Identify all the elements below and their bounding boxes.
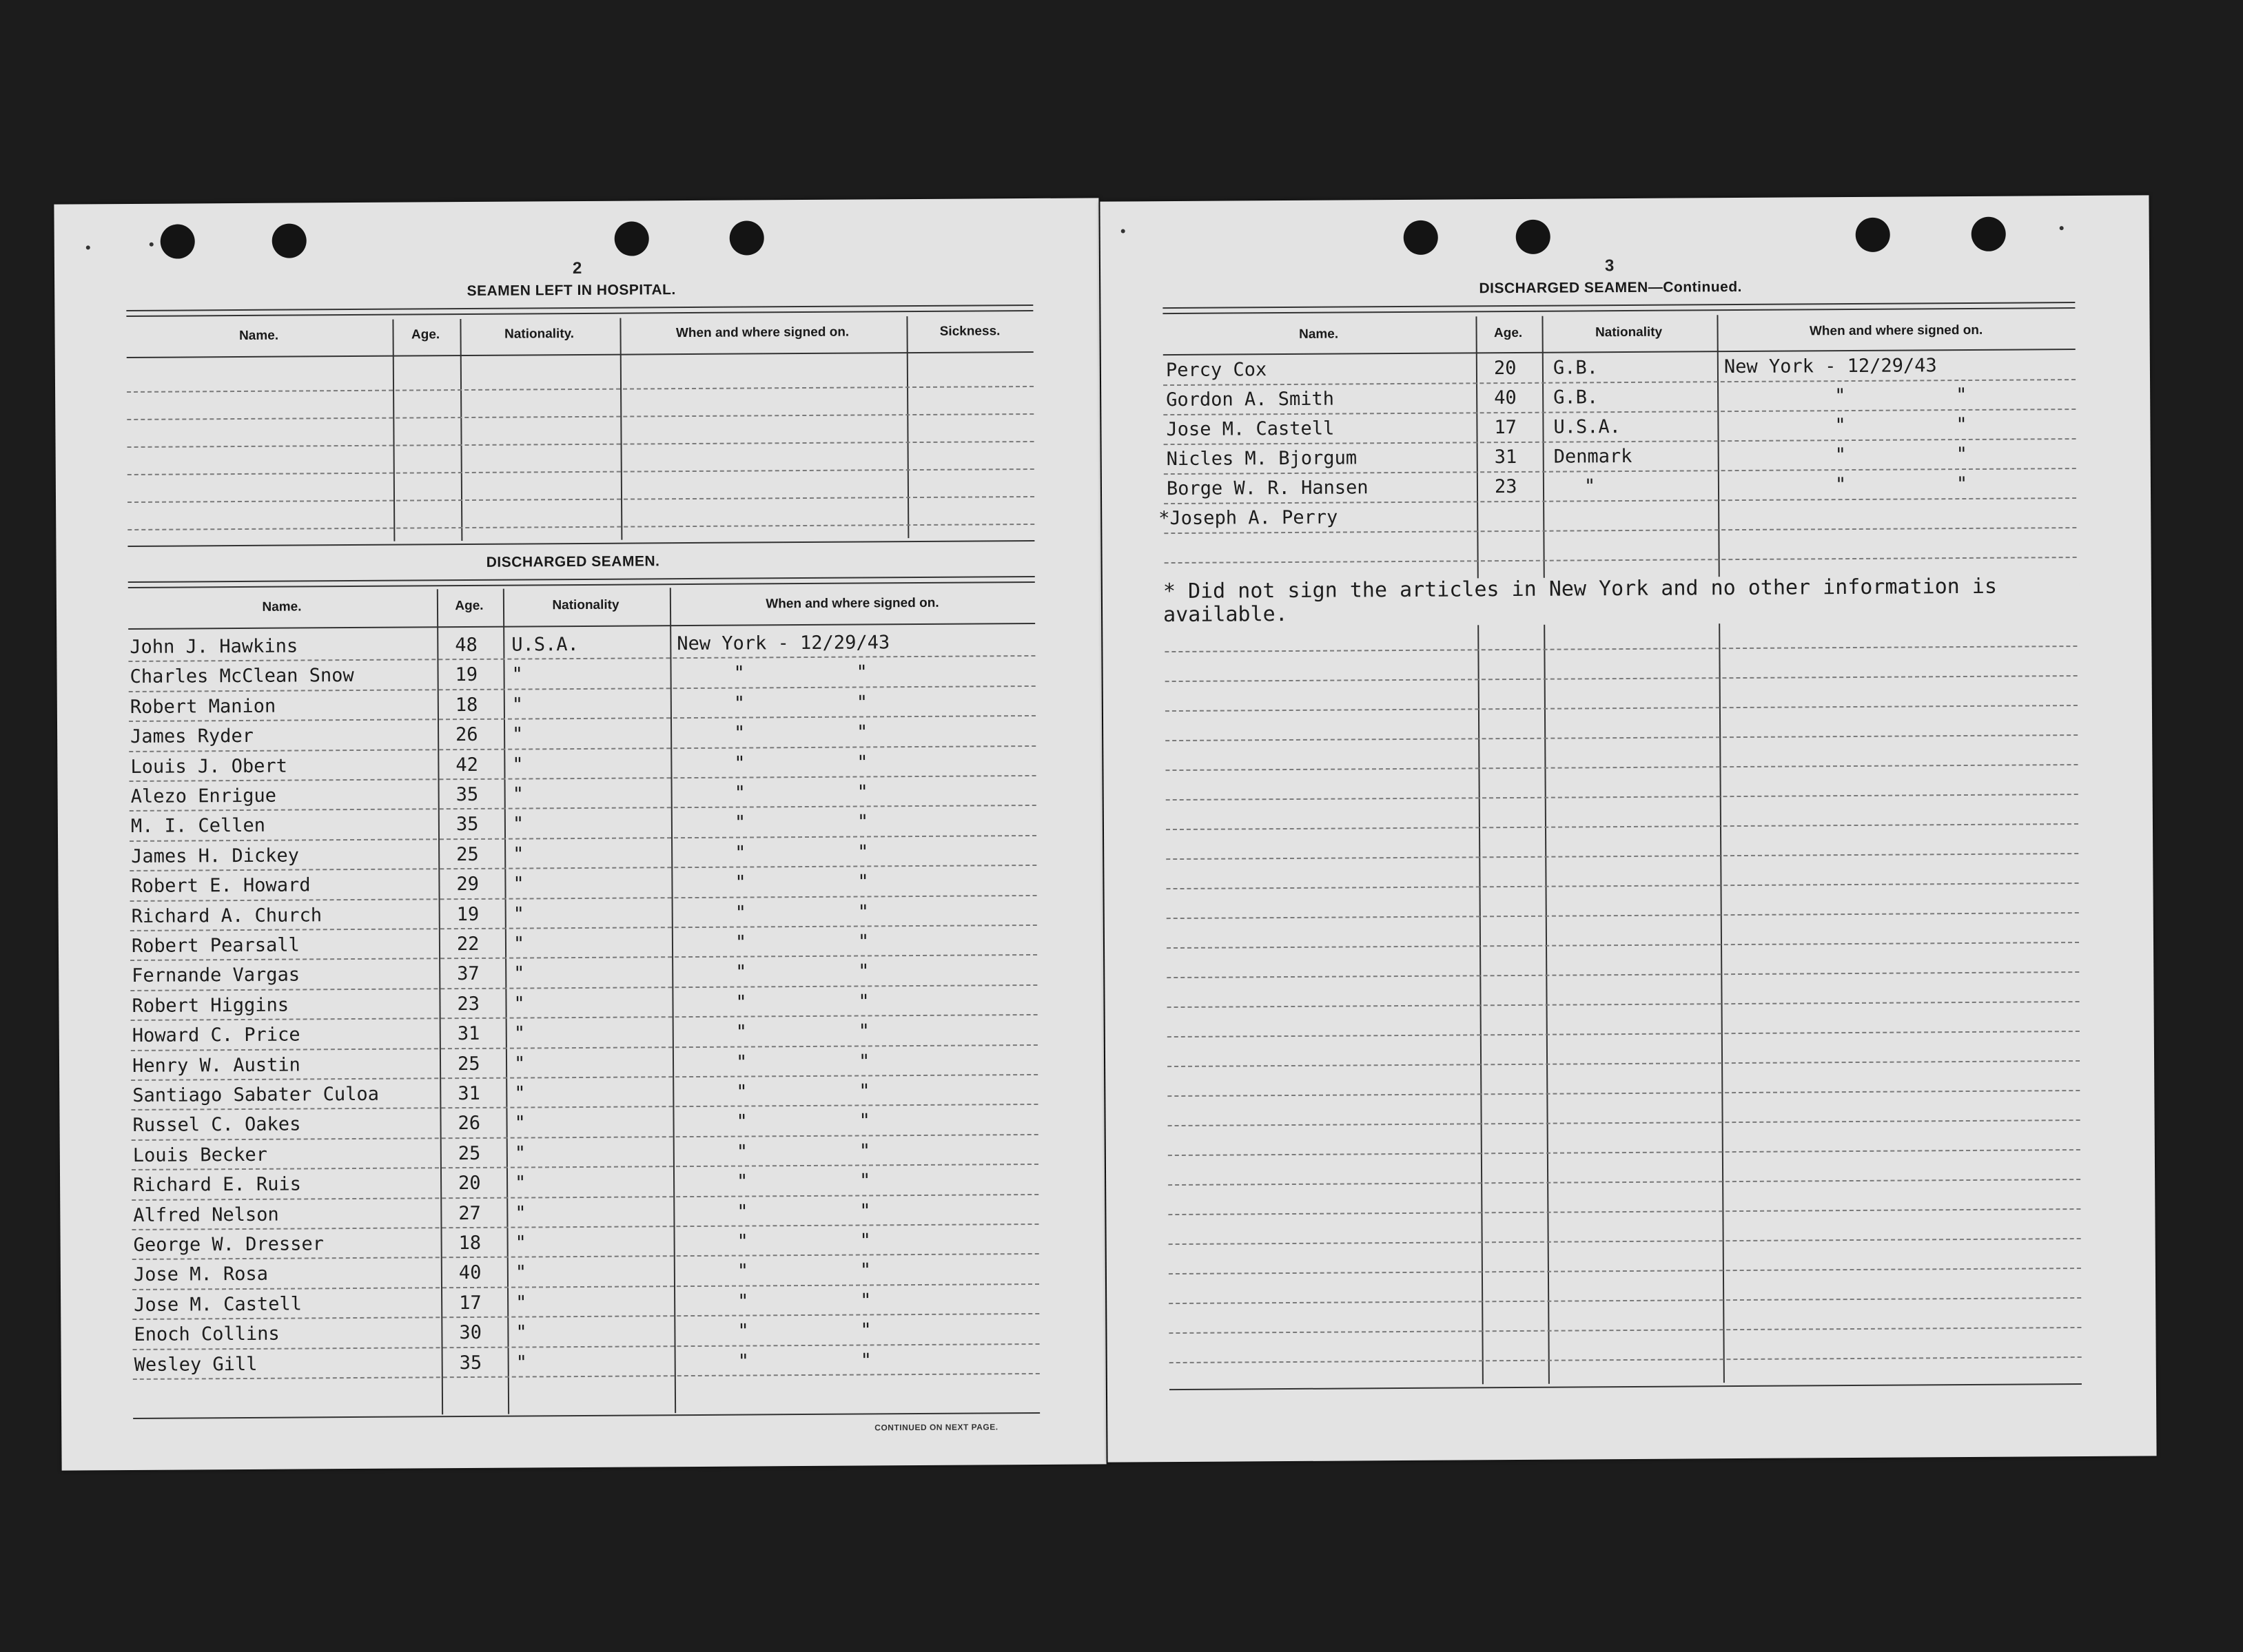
seaman-name: Louis J. Obert	[130, 755, 288, 778]
seaman-nationality: "	[511, 663, 523, 685]
seaman-signed-on-ditto: "	[737, 1260, 749, 1283]
seaman-age: 35	[455, 783, 479, 806]
punch-hole	[272, 223, 307, 258]
seaman-age: 31	[457, 1023, 480, 1045]
seaman-name: Richard A. Church	[131, 904, 322, 927]
row-divider	[1165, 646, 2077, 652]
col-header-when-where: When and where signed on.	[766, 595, 939, 612]
seaman-age: 17	[459, 1292, 482, 1314]
seaman-signed-where-ditto: "	[856, 692, 868, 714]
seaman-nationality: "	[515, 1202, 526, 1224]
punch-hole	[1856, 218, 1890, 252]
seaman-nationality: "	[514, 1142, 526, 1164]
discharged-continued-title: DISCHARGED SEAMEN—Continued.	[1479, 278, 1743, 297]
seaman-nationality: "	[513, 993, 525, 1015]
seaman-signed-on-ditto: "	[734, 722, 746, 744]
seaman-signed-where-ditto: "	[859, 1080, 870, 1102]
row-divider	[1168, 1149, 2080, 1156]
col-header-when-where: When and where signed on.	[1809, 322, 1983, 339]
seaman-age: 18	[455, 694, 478, 716]
col-header-when-where: When and where signed on.	[675, 324, 850, 341]
page-number: 3	[1604, 256, 1615, 276]
seaman-signed-on-ditto: "	[737, 1230, 748, 1252]
seaman-signed-on-ditto: "	[735, 991, 747, 1013]
seaman-nationality: "	[514, 1172, 526, 1194]
continued-footer: CONTINUED ON NEXT PAGE.	[874, 1422, 998, 1433]
seaman-nationality: "	[515, 1232, 526, 1254]
seaman-signed-on-ditto: "	[735, 871, 746, 894]
seaman-name: Robert Pearsall	[131, 934, 300, 957]
seaman-signed-where-ditto: "	[859, 1110, 870, 1132]
col-header-name: Name.	[238, 328, 279, 344]
col-header-sickness: Sickness.	[939, 324, 1001, 339]
seaman-age: 19	[456, 903, 480, 925]
seaman-signed-on-ditto: "	[737, 1350, 750, 1372]
seaman-age: 23	[1494, 475, 1517, 498]
seaman-age: 20	[1493, 357, 1517, 380]
row-divider	[1169, 1268, 2081, 1274]
seaman-nationality: "	[514, 1112, 526, 1134]
seaman-nationality: "	[513, 962, 525, 984]
seaman-signed-where-ditto: "	[859, 1259, 872, 1281]
row-divider	[1167, 1031, 2080, 1037]
seaman-signed-where-ditto: "	[857, 841, 869, 863]
seaman-name: Russel C. Oakes	[132, 1113, 301, 1137]
seaman-age: 30	[459, 1322, 482, 1344]
seaman-signed-on-ditto: "	[1834, 415, 1846, 437]
seaman-name: James H. Dickey	[131, 845, 300, 867]
seaman-name: Robert E. Howard	[131, 874, 311, 898]
seaman-nationality: G.B.	[1553, 357, 1599, 379]
seaman-nationality: "	[513, 843, 524, 865]
seaman-name: M. I. Cellen	[130, 815, 266, 838]
row-divider	[1167, 882, 2079, 889]
seaman-age: 26	[455, 724, 478, 746]
seaman-name: James Ryder	[130, 725, 254, 748]
row-divider	[1167, 942, 2079, 949]
col-header-name: Name.	[1299, 327, 1339, 342]
row-divider	[1169, 1327, 2081, 1334]
row-divider	[1167, 971, 2079, 978]
seaman-name: George W. Dresser	[133, 1233, 325, 1256]
row-divider	[1165, 764, 2078, 771]
seaman-name: Alezo Enrigue	[130, 785, 277, 807]
seaman-signed-where-ditto: "	[859, 1200, 871, 1222]
row-divider	[130, 835, 1036, 842]
row-divider	[1166, 823, 2078, 830]
row-divider	[133, 1373, 1040, 1380]
seaman-signed-on: New York - 12/29/43	[677, 632, 890, 655]
seaman-signed-where-ditto: "	[859, 1230, 871, 1252]
seaman-signed-where-ditto: "	[857, 721, 868, 743]
seaman-name: Borge W. R. Hansen	[1166, 477, 1369, 500]
seaman-signed-on-ditto: "	[1834, 474, 1847, 496]
seaman-signed-on-ditto: "	[737, 1320, 749, 1342]
seaman-name: Robert Manion	[130, 695, 276, 718]
seaman-age: 26	[458, 1113, 481, 1135]
seaman-nationality: "	[513, 1022, 526, 1044]
seaman-signed-where-ditto: "	[857, 811, 869, 833]
seaman-signed-on-ditto: "	[735, 1051, 748, 1073]
seaman-name: Enoch Collins	[134, 1323, 280, 1346]
row-divider	[129, 745, 1036, 752]
seaman-signed-on-ditto: "	[736, 1170, 748, 1192]
discharged-section-title: DISCHARGED SEAMEN.	[486, 553, 660, 570]
seaman-signed-where-ditto: "	[857, 752, 868, 774]
col-header-age: Age.	[455, 598, 484, 614]
seaman-name: Santiago Sabater Culoa	[132, 1083, 380, 1106]
seaman-signed-where-ditto: "	[1956, 473, 1968, 495]
seaman-age: 35	[459, 1352, 482, 1374]
seaman-age: 42	[455, 754, 478, 776]
seaman-name: Gordon A. Smith	[1166, 388, 1335, 411]
seaman-age: 37	[457, 963, 480, 985]
seaman-signed-on-ditto: "	[737, 1290, 749, 1312]
punch-hole	[1404, 220, 1438, 255]
seaman-name: Alfred Nelson	[133, 1204, 279, 1226]
seaman-name: *Joseph A. Perry	[1158, 506, 1338, 530]
col-header-name: Name.	[262, 599, 302, 615]
seaman-age: 20	[458, 1173, 481, 1195]
seaman-signed-where-ditto: "	[857, 901, 870, 923]
seaman-age: 40	[1494, 386, 1517, 409]
seaman-name: Louis Becker	[132, 1144, 268, 1166]
seaman-signed-on-ditto: "	[735, 961, 747, 984]
seaman-nationality: "	[515, 1292, 527, 1314]
seaman-nationality: "	[515, 1261, 527, 1283]
seaman-nationality: "	[512, 754, 524, 776]
seaman-name: Fernande Vargas	[132, 964, 300, 987]
seaman-name: John J. Hawkins	[130, 635, 298, 658]
seaman-signed-on-ditto: "	[736, 1081, 748, 1103]
seaman-signed-where-ditto: "	[860, 1290, 872, 1312]
row-divider	[1166, 794, 2078, 801]
seaman-signed-on-ditto: "	[1834, 385, 1846, 407]
seaman-name: Nicles M. Bjorgum	[1166, 447, 1358, 471]
seaman-age: 29	[456, 874, 480, 896]
seaman-signed-where-ditto: "	[1956, 443, 1968, 466]
punch-hole	[730, 220, 764, 255]
seaman-name: Jose M. Castell	[134, 1293, 303, 1316]
left-page	[54, 198, 1106, 1470]
double-rule	[126, 304, 1033, 317]
seaman-nationality: U.S.A.	[511, 634, 579, 656]
page-number: 2	[572, 258, 582, 278]
seaman-name: Jose M. Castell	[1166, 417, 1335, 441]
col-header-nationality: Nationality.	[504, 327, 575, 342]
row-divider	[1167, 1001, 2080, 1008]
seaman-signed-where-ditto: "	[859, 1140, 871, 1162]
seaman-signed-on-ditto: "	[734, 782, 746, 804]
seaman-nationality: "	[1584, 475, 1596, 497]
row-divider	[1169, 1356, 2082, 1363]
col-header-nationality: Nationality	[1595, 324, 1663, 340]
seaman-age: 25	[456, 843, 479, 865]
seaman-signed-on-ditto: "	[736, 1111, 748, 1133]
row-divider	[1163, 379, 2076, 386]
seaman-nationality: "	[512, 783, 524, 805]
seaman-signed-on-ditto: "	[733, 692, 746, 714]
row-divider	[1165, 557, 2077, 564]
seaman-signed-on-ditto: "	[735, 842, 746, 864]
seaman-signed-on-ditto: "	[737, 1201, 748, 1223]
seaman-age: 35	[455, 814, 479, 836]
punch-hole	[1971, 217, 2006, 251]
row-divider	[132, 1283, 1039, 1290]
seaman-age: 31	[458, 1082, 480, 1105]
seaman-signed-on-ditto: "	[734, 752, 746, 774]
right-page	[1100, 195, 2156, 1462]
seaman-name: Henry W. Austin	[132, 1054, 300, 1077]
seaman-signed-where-ditto: "	[857, 871, 869, 893]
seaman-age: 23	[457, 993, 480, 1015]
seaman-signed-where-ditto: "	[857, 781, 868, 803]
col-header-age: Age.	[1493, 325, 1523, 341]
seaman-nationality: G.B.	[1553, 386, 1599, 409]
seaman-nationality: "	[511, 694, 524, 716]
seaman-signed-where-ditto: "	[860, 1350, 872, 1372]
seaman-signed-where-ditto: "	[858, 960, 870, 982]
seaman-signed-where-ditto: "	[858, 991, 870, 1013]
seaman-nationality: Denmark	[1553, 445, 1632, 468]
seaman-name: Jose M. Rosa	[133, 1263, 269, 1286]
row-divider	[1168, 1179, 2080, 1186]
seaman-age: 18	[458, 1232, 482, 1255]
seaman-nationality: "	[515, 1321, 527, 1343]
row-divider	[1166, 853, 2078, 860]
seaman-age: 27	[458, 1202, 481, 1224]
row-divider	[1167, 1090, 2080, 1097]
footnote: * Did not sign the articles in New York and no other information is available.	[1163, 575, 2080, 627]
seaman-nationality: "	[514, 1082, 526, 1104]
seaman-signed-on-ditto: "	[734, 812, 746, 834]
row-divider	[1169, 1238, 2081, 1245]
seaman-signed-on-ditto: "	[1834, 444, 1847, 466]
seaman-signed-where-ditto: "	[857, 931, 870, 953]
seaman-nationality: "	[513, 1053, 526, 1075]
seaman-name: Percy Cox	[1165, 359, 1267, 382]
seaman-signed-on-ditto: "	[733, 662, 745, 685]
row-divider	[1165, 705, 2078, 712]
row-divider	[132, 1164, 1038, 1170]
seaman-nationality: "	[515, 1352, 528, 1374]
seaman-signed-on-ditto: "	[735, 902, 747, 924]
seaman-nationality: "	[513, 933, 525, 955]
seaman-signed-on-ditto: "	[736, 1141, 748, 1163]
seaman-name: Howard C. Price	[132, 1024, 300, 1047]
seaman-nationality: "	[512, 723, 524, 745]
seaman-nationality: U.S.A.	[1553, 416, 1621, 438]
seaman-signed-on-ditto: "	[735, 931, 747, 953]
row-divider	[1167, 912, 2079, 919]
seaman-age: 31	[1494, 446, 1517, 468]
seaman-age: 22	[456, 933, 480, 956]
row-divider	[1165, 675, 2078, 682]
seaman-name: Robert Higgins	[132, 994, 289, 1017]
seaman-nationality: "	[513, 903, 525, 925]
punch-hole	[161, 224, 195, 258]
seaman-signed-where-ditto: "	[1956, 413, 1967, 436]
seaman-signed-where-ditto: "	[860, 1319, 872, 1341]
row-divider	[1168, 1119, 2080, 1126]
punch-hole	[1516, 220, 1550, 254]
col-header-age: Age.	[411, 327, 440, 342]
seaman-signed-on-ditto: "	[735, 1021, 748, 1043]
seaman-signed-where-ditto: "	[856, 661, 868, 683]
seaman-signed-where-ditto: "	[858, 1020, 870, 1042]
seaman-age: 40	[458, 1262, 482, 1284]
seaman-age: 17	[1494, 416, 1517, 439]
seaman-signed-where-ditto: "	[858, 1051, 870, 1073]
row-divider	[1167, 1060, 2080, 1067]
row-divider	[1168, 1208, 2080, 1215]
seaman-signed-where-ditto: "	[859, 1170, 871, 1192]
col-header-nationality: Nationality	[552, 597, 619, 613]
hospital-section-title: SEAMEN LEFT IN HOSPITAL.	[467, 282, 676, 299]
seaman-signed-where-ditto: "	[1956, 384, 1967, 406]
seaman-signed-on: New York - 12/29/43	[1723, 355, 1937, 378]
punch-hole	[615, 221, 649, 256]
seaman-name: Charles McClean Snow	[130, 665, 354, 688]
seaman-age: 19	[455, 664, 478, 686]
seaman-age: 25	[458, 1142, 481, 1164]
seaman-age: 25	[457, 1053, 480, 1075]
row-divider	[1165, 734, 2078, 741]
seaman-name: Wesley Gill	[134, 1353, 258, 1376]
seaman-nationality: "	[512, 813, 524, 835]
seaman-name: Richard E. Ruis	[133, 1173, 302, 1197]
seaman-age: 48	[455, 634, 478, 657]
row-divider	[1169, 1297, 2081, 1304]
seaman-nationality: "	[513, 873, 524, 895]
